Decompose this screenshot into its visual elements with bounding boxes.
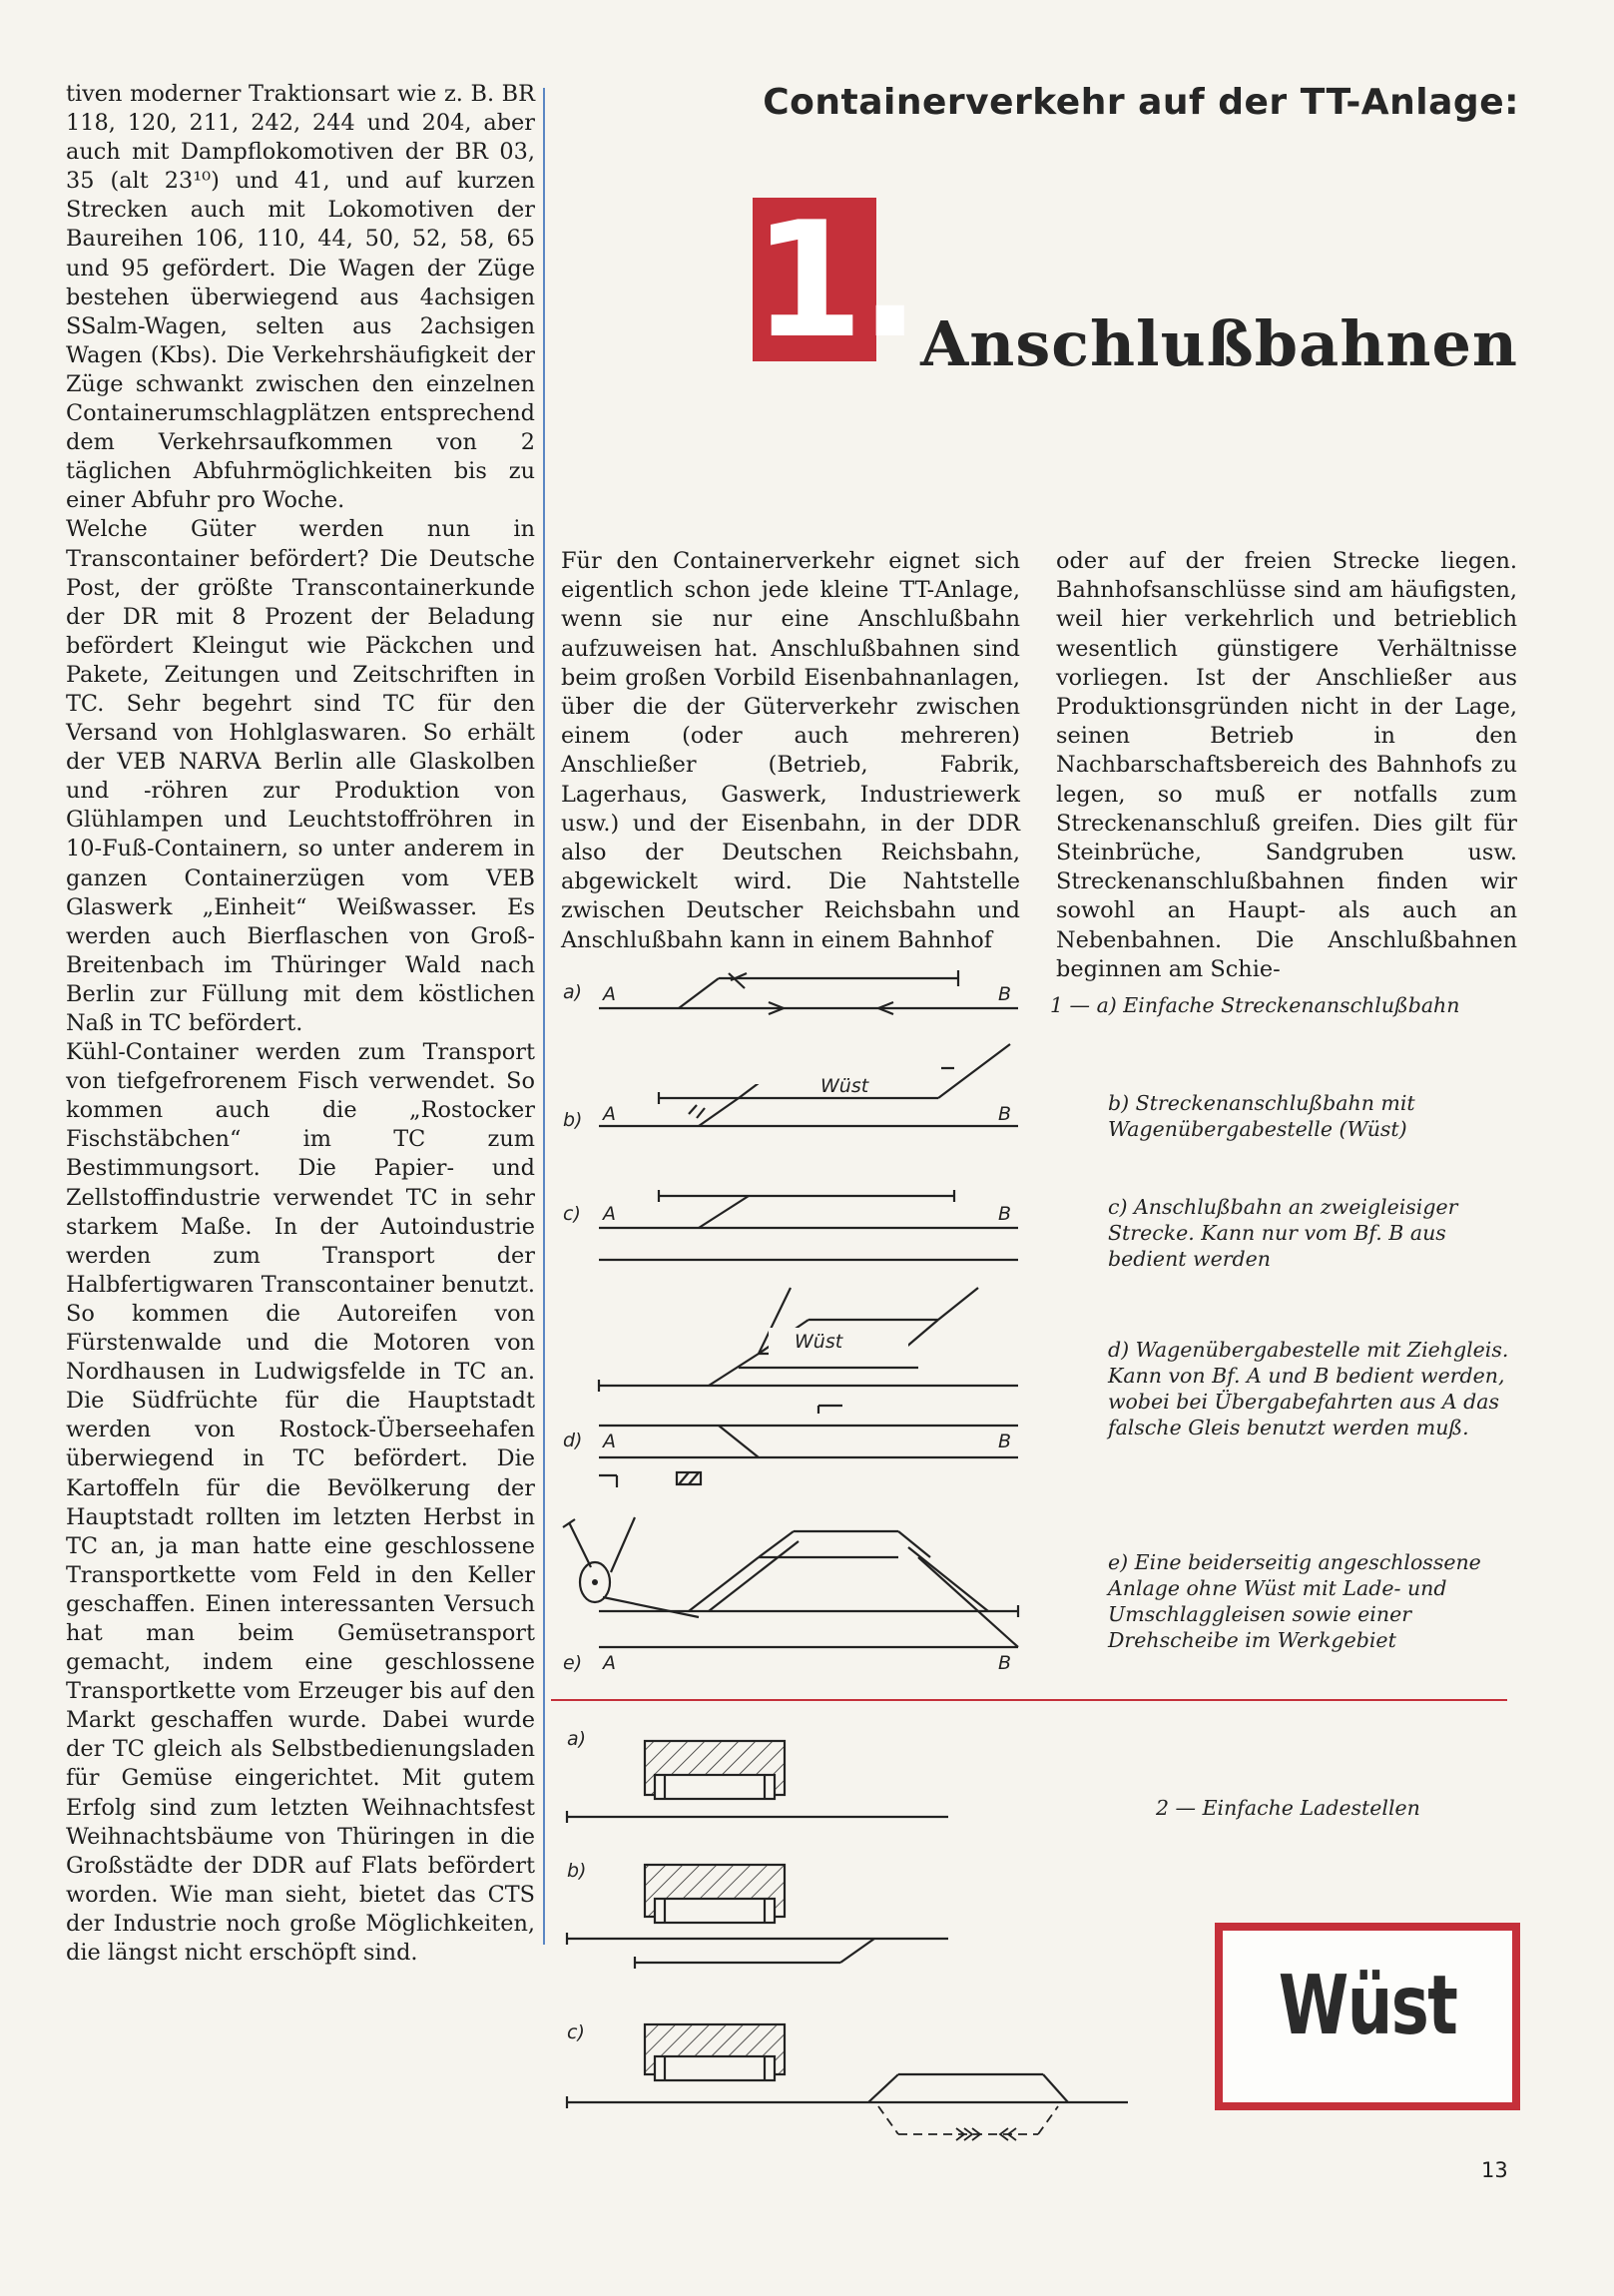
station-b-label-1: B <box>998 983 1012 1005</box>
figure-2-loading-points <box>559 1717 1138 2156</box>
label-a: a) <box>563 981 583 1003</box>
column-divider <box>543 88 545 1945</box>
article-header: Containerverkehr auf der TT-Anlage: <box>763 82 1519 123</box>
page-number: 13 <box>1481 2158 1508 2182</box>
station-b-label-3: B <box>998 1203 1012 1225</box>
label-e: e) <box>563 1652 583 1674</box>
body-text-1: Für den Containerverkehr eignet sich eigentlich schon jede kleine TT-Anlage, wenn sie nur eine Anschlußbahn aufzuweisen hat. Anschlußbahnen sind beim großen Vorbild Eisenbahnanlagen, über die der Güterverkehr zwischen einem (oder auch mehreren) Anschließer (Betrieb, Fabrik, Lagerhaus, Gaswerk, Industriewerk usw.) und der Eisenbahn, in der DDR also der Deutschen Reichsbahn, abgewickelt wird. Die Nahtstelle zwischen Deutscher Reichsbahn und Anschlußbahn kann in einem Bahnhof <box>561 548 1020 953</box>
station-b-label-5: B <box>998 1652 1012 1674</box>
section-divider <box>551 1699 1507 1701</box>
wuest-sign-text: Wüst <box>1278 1959 1457 2053</box>
caption-1e: e) Eine beiderseitig angeschlossene Anlage ohne Wüst mit Lade- und Umschlaggleisen sowie einer Drehscheibe im Werkgebiet <box>1108 1550 1481 1652</box>
wuest-label-2: Wüst <box>795 1331 843 1353</box>
station-b-label-2: B <box>998 1103 1012 1125</box>
station-a-label-2: A <box>603 1103 616 1125</box>
fig2-label-b: b) <box>567 1860 587 1882</box>
caption-2: 2 — Einfache Ladestellen <box>1156 1796 1420 1820</box>
station-a-label-1: A <box>603 983 616 1005</box>
body-column-2 <box>1056 547 1517 984</box>
station-a-label-5: A <box>603 1652 616 1674</box>
body-text-2: oder auf der freien Strecke liegen. Bahnhofsanschlüsse sind am häufigsten, weil hier verkehrlich und betrieblich wesentlich günstigere Verhältnisse vorliegen. Ist der Anschließer aus Produktionsgründen nicht in der Lage, seinen Betrieb in den Nachbarschaftsbereich des Bahnhofs zu legen, so muß er notfalls zum Streckenanschluß greifen. Dies gilt für Steinbrüche, Sandgruben usw. Streckenanschlußbahnen finden wir sowohl an Haupt- als auch an Nebenbahnen. Die Anschlußbahnen beginnen am Schie- <box>1056 548 1517 982</box>
caption-1c: c) Anschlußbahn an zweigleisiger Strecke. Kann nur vom Bf. B aus bedient werden <box>1108 1195 1458 1271</box>
fig2-label-c: c) <box>567 2021 585 2043</box>
left-paragraph-3: Kühl-Container werden zum Transport von tiefgefrorenem Fisch verwendet. So kommen auch die „Rostocker Fischstäbchen“ im TC zum Bestimmungsort. Die Papier- und Zellstoffindustrie verwendet TC in sehr starkem Maße. In der Autoindustrie werden zum Transport der Halbfertigwaren Transcontainer benutzt. So kommen die Autoreifen von Fürstenwalde und die Motoren von Nordhausen in Ludwigsfelde in TC an. Die Südfrüchte für die Hauptstadt werden von Rostock-Überseehafen überwiegend in TC befördert. Die Kartoffeln für die Bevölkerung der Hauptstadt rollten im letzten Herbst in TC an, ja man hatte eine geschlossene Transportkette vom Feld in den Keller geschaffen. Einen interessanten Versuch hat man beim Gemüsetransport gemacht, indem eine geschlossene Transportkette vom Erzeuger bis auf den Markt geschaffen wurde. Dabei wurde der TC gleich als Selbstbedienungsladen für Gemüse eingerichtet. Mit gutem Erfolg sind zum letzten Weihnachtsfest Weihnachtsbäume von Thüringen in die Großstädte der DDR auf Flats befördert worden. Wie man sieht, bietet das CTS der Industrie noch große Möglichkeiten, die längst nicht erschöpft sind. <box>66 1039 535 1966</box>
caption-1b: b) Streckenanschlußbahn mit Wagenübergabestelle (Wüst) <box>1108 1091 1415 1141</box>
caption-1d: d) Wagenübergabestelle mit Ziehgleis. Kann von Bf. A und B bedient werden, wobei bei Übergabefahrten aus A das falsche Gleis benutzt werden muß. <box>1108 1338 1509 1439</box>
left-column <box>66 80 535 1968</box>
caption-1a: 1 — a) Einfache Streckenanschlußbahn <box>1050 993 1460 1017</box>
label-c: c) <box>563 1203 581 1225</box>
left-paragraph-1: tiven moderner Traktionsart wie z. B. BR 118, 120, 211, 242, 244 und 204, aber auch mit Dampflokomotiven der BR 03, 35 (alt 23¹⁰) und 41, und auf kurzen Strecken auch mit Lokomotiven der Baureihen 106, 110, 44, 50, 52, 58, 65 und 95 gefördert. Die Wagen der Züge bestehen überwiegend aus 4achsigen SSalm-Wagen, selten aus 2achsigen Wagen (Kbs). Die Verkehrshäufigkeit der Züge schwankt zwischen den einzelnen Containerumschlagplätzen entsprechend dem Verkehrsaufkommen von 2 täglichen Abfuhrmöglichkeiten bis zu einer Abfuhr pro Woche. <box>66 81 535 514</box>
label-d: d) <box>563 1430 583 1451</box>
station-b-label-4: B <box>998 1431 1012 1452</box>
body-column-1 <box>561 547 1020 955</box>
station-a-label-4: A <box>603 1431 616 1452</box>
figure-1-track-diagrams <box>559 958 1058 1687</box>
wuest-sign <box>1215 1923 1520 2110</box>
station-a-label-3: A <box>603 1203 616 1225</box>
wuest-label-1: Wüst <box>820 1075 869 1097</box>
chapter-title: Anschlußbahnen <box>920 307 1518 380</box>
fig2-label-a: a) <box>567 1728 587 1750</box>
chapter-number: 1. <box>753 187 917 373</box>
left-paragraph-2: Welche Güter werden nun in Transcontainer befördert? Die Deutsche Post, der größte Transcontainerkunde der DR mit 8 Prozent der Beladung befördert Kleingut wie Päckchen und Pakete, Zeitungen und Zeitschriften in TC. Sehr begehrt sind TC für den Versand von Hohlglaswaren. So erhält der VEB NARVA Berlin alle Glaskolben und -röhren zur Produktion von Glühlampen und Leuchtstoffröhren in 10-Fuß-Containern, so unter anderem in ganzen Containerzügen vom VEB Glaswerk „Einheit“ Weißwasser. Es werden auch Bierflaschen von Groß-Breitenbach im Thüringer Wald nach Berlin zur Füllung mit dem köstlichen Naß in TC befördert. <box>66 516 535 1036</box>
label-b: b) <box>563 1109 583 1131</box>
